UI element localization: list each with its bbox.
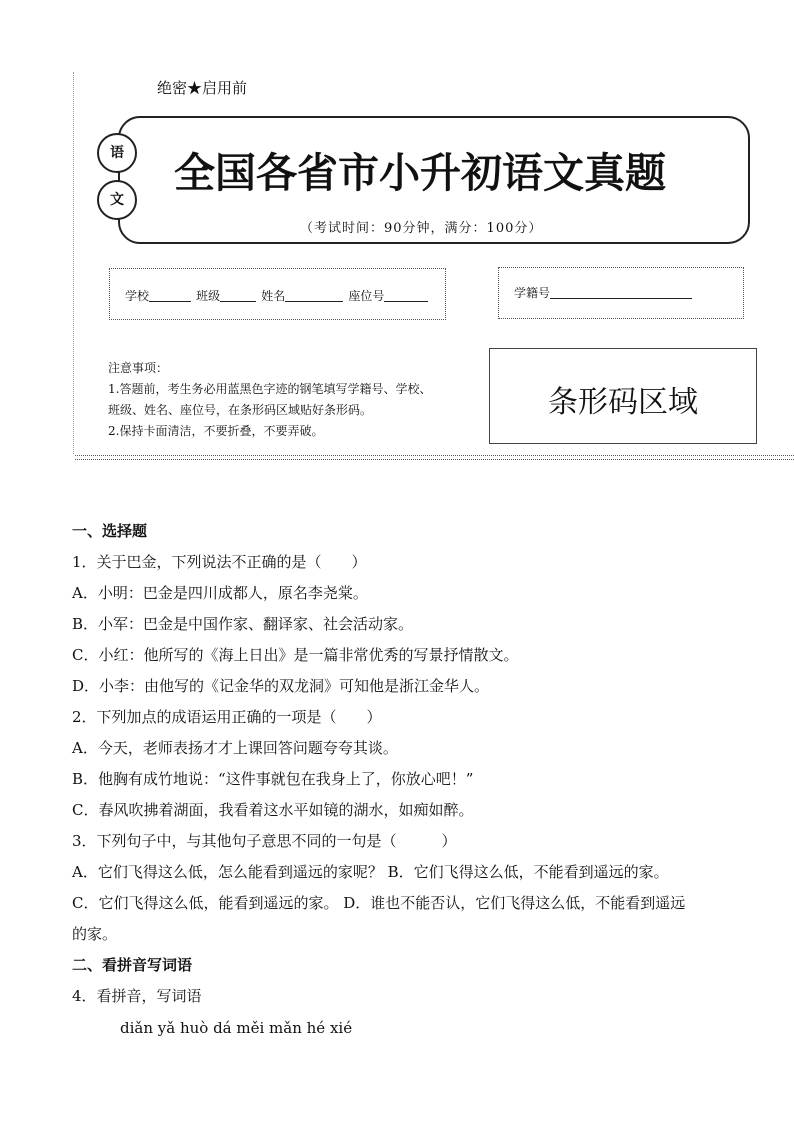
student-info-fields bbox=[125, 285, 428, 304]
section-heading: 一、选择题 bbox=[72, 522, 148, 540]
student-id-field[interactable] bbox=[550, 286, 692, 299]
school-label: 学校 bbox=[125, 289, 150, 303]
student-id-label: 学籍号 bbox=[514, 286, 551, 300]
seat-field[interactable] bbox=[384, 289, 428, 302]
option-text: B．小军：巴金是中国作家、翻译家、社会活动家。 bbox=[72, 615, 414, 633]
subject-char-circle: 文 bbox=[97, 180, 137, 220]
left-margin-line bbox=[73, 72, 74, 454]
notice-line: 1.答题前，考生务必用蓝黑色字迹的钢笔填写学籍号、学校、 bbox=[108, 382, 432, 396]
notice-title: 注意事项： bbox=[108, 361, 169, 375]
barcode-area bbox=[489, 348, 757, 444]
option-text: C．它们飞得这么低，能看到遥远的家。 D．谁也不能否认，它们飞得这么低，不能看到遥远 bbox=[72, 894, 686, 912]
student-id-box bbox=[498, 267, 744, 319]
class-label: 班级 bbox=[196, 289, 221, 303]
name-label: 姓名 bbox=[261, 289, 286, 303]
option-text: B．他胸有成竹地说：“这件事就包在我身上了，你放心吧！” bbox=[72, 770, 474, 788]
option-text: C．小红：他所写的《海上日出》是一篇非常优秀的写景抒情散文。 bbox=[72, 646, 519, 664]
notice-line: 班级、姓名、座位号，在条形码区域贴好条形码。 bbox=[108, 403, 373, 417]
seat-label: 座位号 bbox=[348, 289, 385, 303]
confidential-label: 绝密★启用前 bbox=[157, 79, 248, 97]
notice-block bbox=[108, 358, 431, 442]
option-text: A．它们飞得这么低，怎么能看到遥远的家呢？ B．它们飞得这么低，不能看到遥远的家。 bbox=[72, 863, 669, 881]
notice-line: 2.保持卡面清洁，不要折叠，不要弄破。 bbox=[108, 424, 324, 438]
separator-line bbox=[75, 455, 794, 456]
subject-char-circle: 语 bbox=[97, 133, 137, 173]
option-text: C．春风吹拂着湖面，我看着这水平如镜的湖水，如痴如醉。 bbox=[72, 801, 474, 819]
question-text: 3．下列句子中，与其他句子意思不同的一句是（ ） bbox=[72, 832, 457, 850]
option-text: 的家。 bbox=[72, 925, 118, 943]
page-title: 全国各省市小升初语文真题 bbox=[174, 149, 666, 197]
exam-info: （考试时间：90分钟，满分：100分） bbox=[300, 221, 543, 236]
question-text: 2．下列加点的成语运用正确的一项是（ ） bbox=[72, 708, 382, 726]
name-field[interactable] bbox=[285, 289, 343, 302]
option-text: D．小李：由他写的《记金华的双龙洞》可知他是浙江金华人。 bbox=[72, 677, 490, 695]
pinyin-text: diǎn yǎ huò dá měi mǎn hé xié bbox=[120, 1019, 353, 1037]
separator-line bbox=[75, 459, 794, 460]
option-text: A．今天，老师表扬才才上课回答问题夸夸其谈。 bbox=[72, 739, 398, 757]
question-text: 1．关于巴金，下列说法不正确的是（ ） bbox=[72, 553, 367, 571]
section-heading: 二、看拼音写词语 bbox=[72, 956, 193, 974]
option-text: A．小明：巴金是四川成都人，原名李尧棠。 bbox=[72, 584, 368, 602]
student-info-box bbox=[109, 268, 446, 320]
class-field[interactable] bbox=[220, 289, 256, 302]
student-id-row bbox=[514, 282, 692, 301]
barcode-label: 条形码区域 bbox=[548, 385, 698, 420]
school-field[interactable] bbox=[149, 289, 191, 302]
question-text: 4．看拼音，写词语 bbox=[72, 987, 202, 1005]
